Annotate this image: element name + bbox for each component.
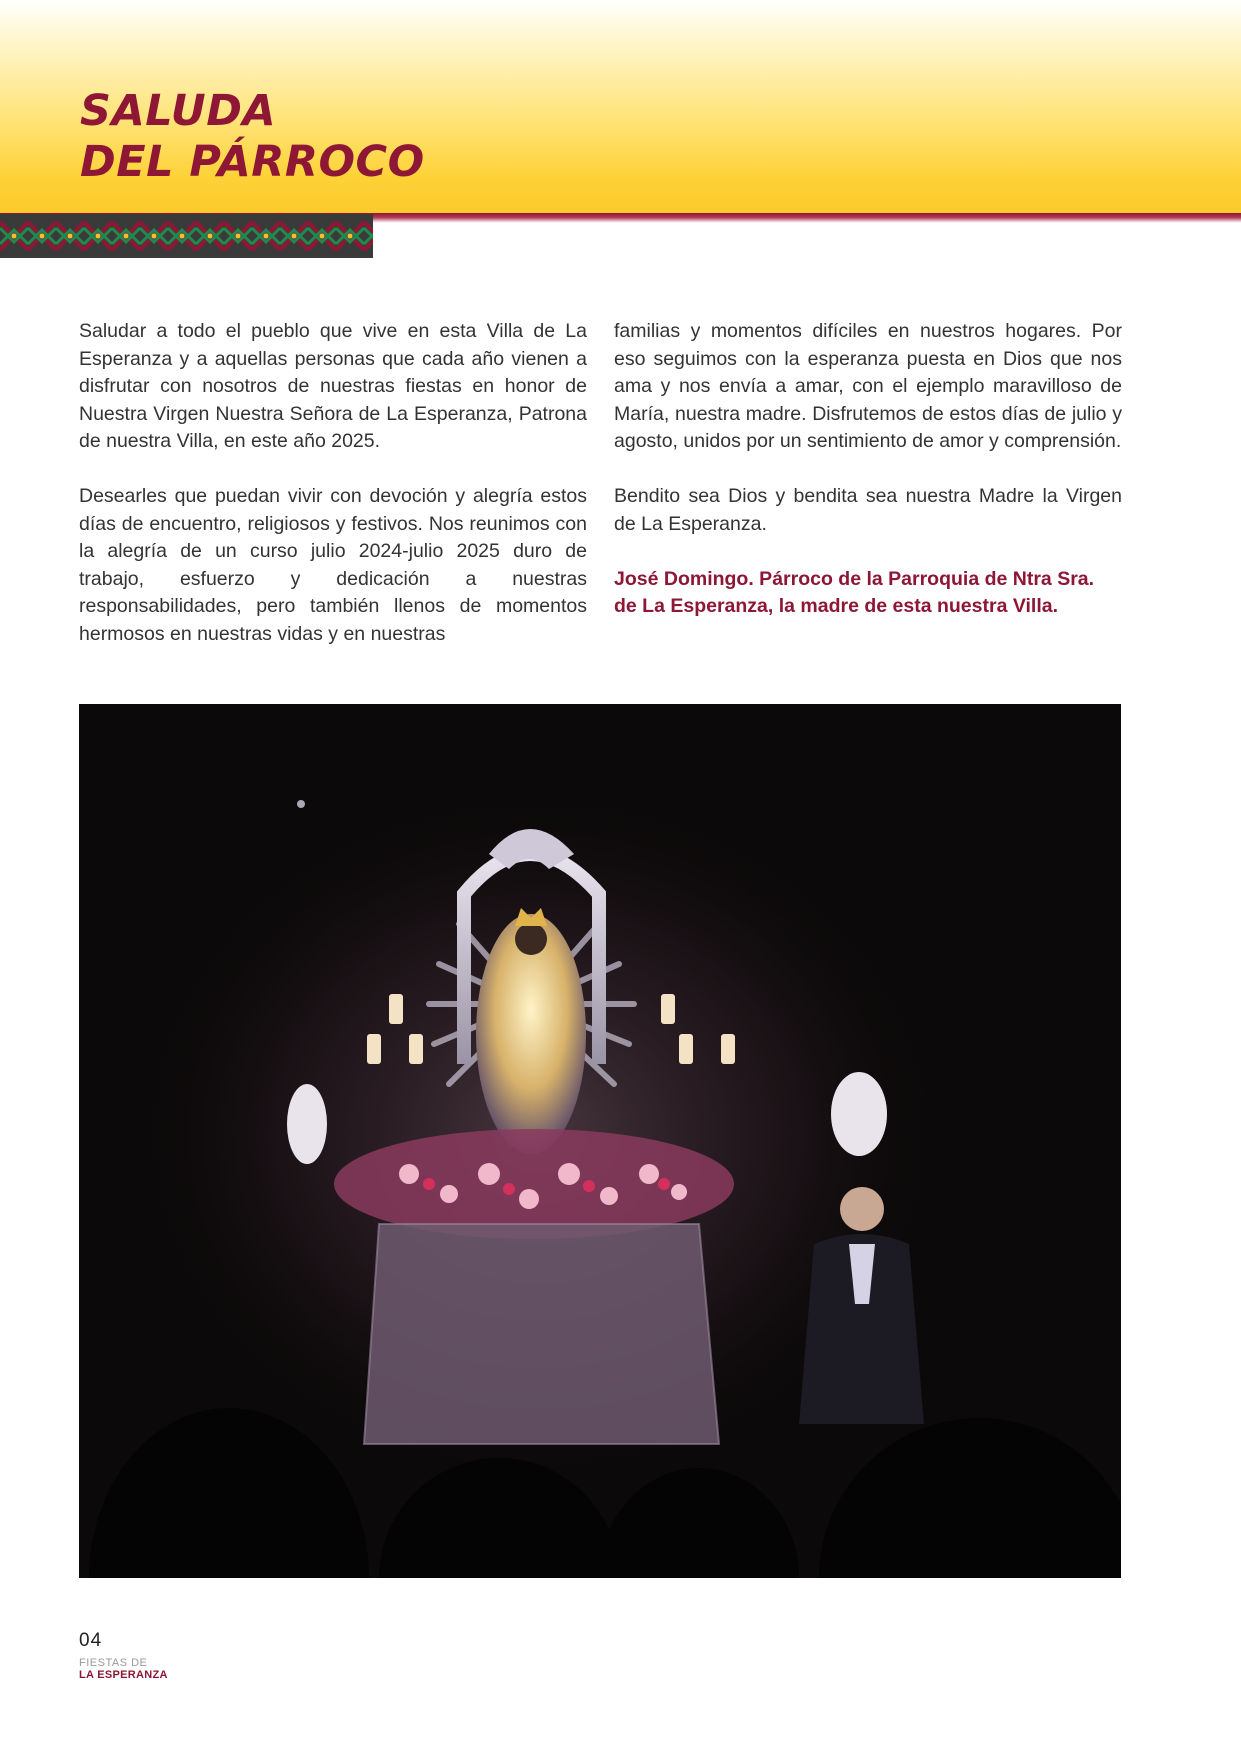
paragraph: familias y momentos difíciles en nuestros hogares. Por eso seguimos con la esperanza puesta en Dios que nos ama y nos envía a amar, con el ejemplo maravilloso de María, nuestra madre. Disfrutemos de estos días de julio y agosto, unidos por un sentimiento de amor y comprensión. (614, 320, 1122, 452)
title-line-1: SALUDA (80, 86, 277, 136)
text-column-left (79, 318, 587, 676)
footer-publication-line1: FIESTAS DE (79, 1657, 148, 1669)
decorative-pattern (0, 214, 373, 258)
title-line-2: DEL PÁRROCO (80, 137, 425, 187)
page-number: 04 (79, 1630, 103, 1651)
footer-publication-line2: LA ESPERANZA (79, 1669, 168, 1681)
page-title (80, 86, 425, 188)
text-column-right (614, 318, 1122, 648)
zigzag-pattern-icon (0, 214, 373, 258)
procession-photo-icon (79, 704, 1121, 1578)
paragraph: Bendito sea Dios y bendita sea nuestra Madre la Virgen de La Esperanza. (614, 485, 1122, 535)
paragraph: Saludar a todo el pueblo que vive en esta Villa de La Esperanza y a aquellas personas que cada año vienen a disfrutar con nosotros de nuestras fiestas en honor de Nuestra Virgen Nuestra Señora de La Esperanza, Patrona de nuestra Villa, en este año 2025. (79, 320, 587, 452)
paragraph: Desearles que puedan vivir con devoción y alegría estos días de encuentro, religiosos y festivos. Nos reunimos con la alegría de un curso julio 2024-julio 2025 duro de trabajo, esfuerzo y dedicación a nuestras responsabilidades, pero también llenos de momentos hermosos en nuestras vidas y en nuestras (79, 485, 587, 645)
procession-photo (79, 704, 1121, 1578)
signature: José Domingo. Párroco de la Parroquia de Ntra Sra. de La Esperanza, la madre de esta nuestra Villa. (614, 567, 1095, 617)
